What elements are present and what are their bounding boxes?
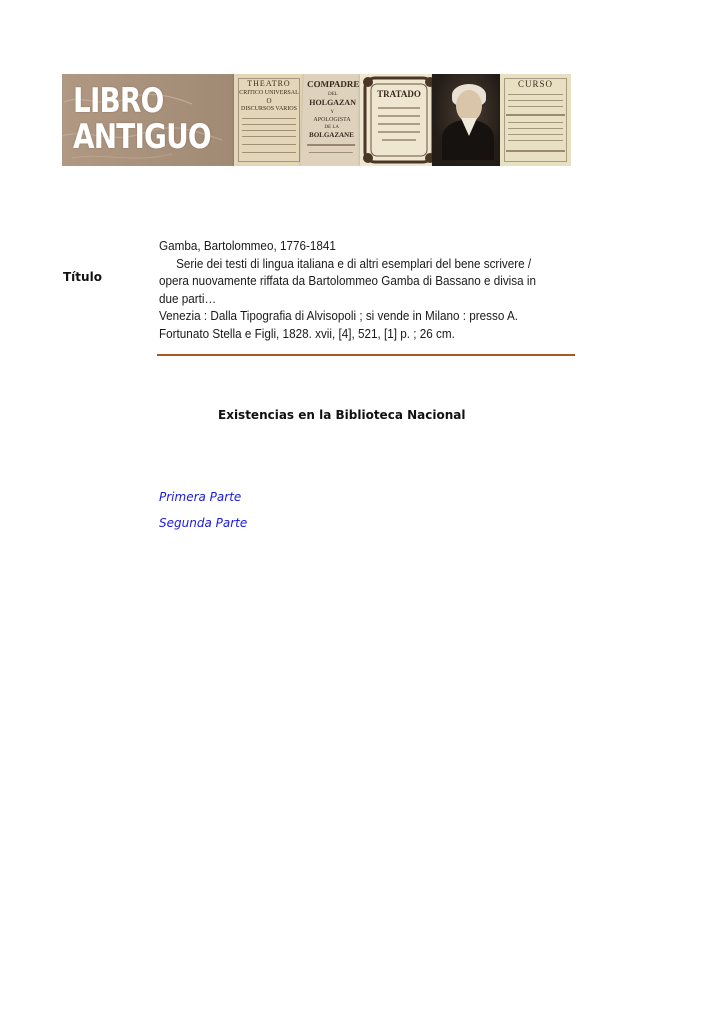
book-text: HOLGAZAN xyxy=(309,98,357,107)
book-line xyxy=(242,124,296,125)
book-line xyxy=(508,134,563,135)
book-line xyxy=(508,140,563,141)
book-line xyxy=(508,94,563,95)
book-text: DE LA xyxy=(324,125,340,130)
banner-title-line2: ANTIGUO xyxy=(73,117,211,157)
book-line xyxy=(309,152,353,153)
book-cover-compadre xyxy=(300,74,363,166)
banner-title xyxy=(73,83,211,155)
book-text: BOLGAZANE xyxy=(308,131,354,139)
book-text: DEL xyxy=(327,92,338,97)
book-rule xyxy=(506,150,565,152)
book-text: Y xyxy=(330,110,335,115)
book-text: CRITICO UNIVERSAL xyxy=(239,90,299,96)
book-rule xyxy=(307,144,355,146)
record-imprint: Venezia : Dalla Tipografia di Alvisopoli ; si vende in Milano : presso A. Fortunato Stella e Figli, 1828. xvii, [4], 521, [1] p. ; 26 cm. xyxy=(159,308,519,341)
libro-antiguo-banner xyxy=(62,74,571,166)
book-text: DISCURSOS VARIOS xyxy=(241,106,297,112)
ornamental-frame-icon xyxy=(360,74,438,166)
book-line xyxy=(508,100,563,101)
holdings-heading: Existencias en la Biblioteca Nacional xyxy=(218,408,466,422)
book-rule xyxy=(506,114,565,116)
book-text: APOLOGISTA xyxy=(313,117,351,123)
book-text: CURSO xyxy=(517,79,553,89)
portrait-face xyxy=(456,90,482,122)
section-divider xyxy=(157,354,575,356)
book-line xyxy=(242,118,296,119)
link-primera-parte[interactable]: Primera Parte xyxy=(159,490,242,504)
book-line xyxy=(242,144,296,145)
book-portrait xyxy=(432,74,504,166)
book-cover-theatro xyxy=(234,74,304,166)
book-line xyxy=(508,122,563,123)
book-line xyxy=(242,136,296,137)
book-text: THEATRO xyxy=(247,79,291,88)
book-line xyxy=(242,130,296,131)
book-cover-tratado xyxy=(360,74,438,166)
book-text: TRATADO xyxy=(377,89,421,99)
book-cover-curso xyxy=(500,74,571,166)
book-line xyxy=(508,128,563,129)
titulo-label: Título xyxy=(63,270,102,284)
book-text: O xyxy=(266,97,272,105)
book-text: COMPADRE xyxy=(306,79,360,89)
book-line xyxy=(508,106,563,107)
link-segunda-parte[interactable]: Segunda Parte xyxy=(159,516,248,530)
banner-title-line1: LIBRO xyxy=(73,81,164,121)
holdings-links xyxy=(159,490,247,542)
book-line xyxy=(242,152,296,153)
record-author: Gamba, Bartolommeo, 1776-1841 xyxy=(159,238,336,253)
bibliographic-record xyxy=(159,237,537,343)
record-title: Serie dei testi di lingua italiana e di altri esemplari del bene scrivere / opera nuovamente riffata da Bartolommeo Gamba di Bassano e divisa in due parti… xyxy=(159,255,537,306)
